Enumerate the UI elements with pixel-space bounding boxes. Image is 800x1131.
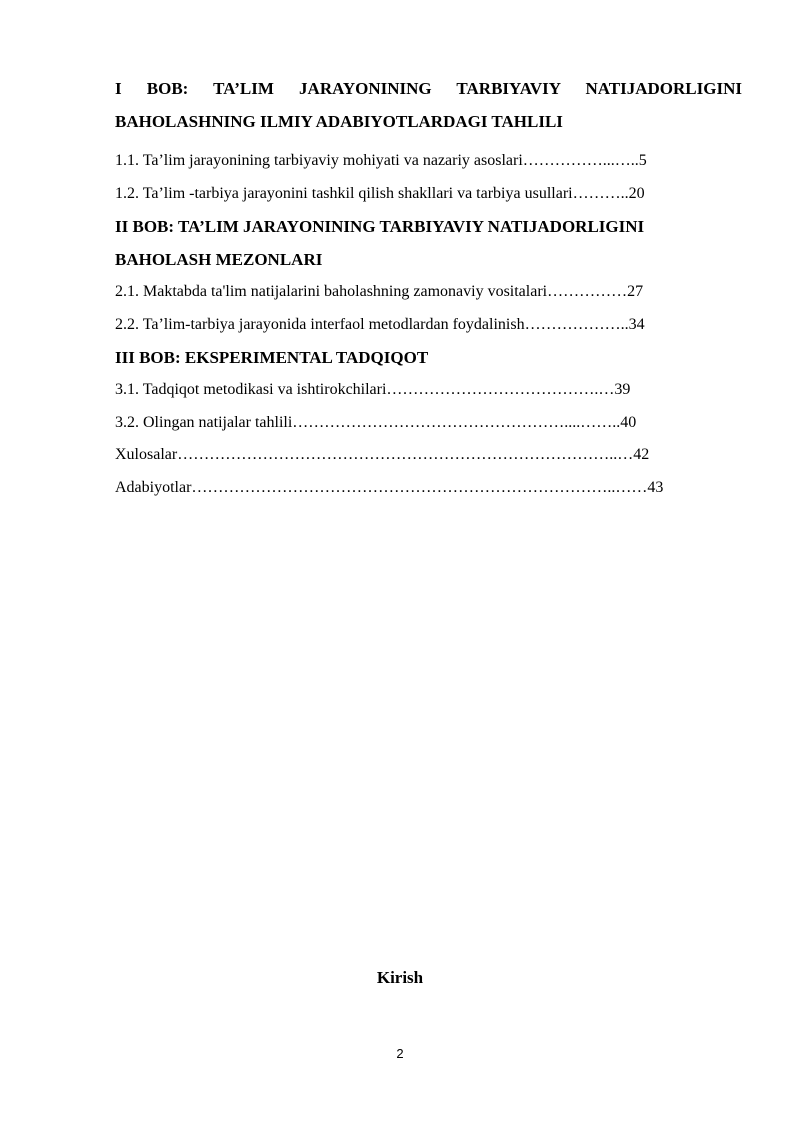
- toc-entry-3-2: 3.2. Olingan natijalar tahlili……………………………………………....……..40: [115, 413, 637, 431]
- chapter-2-heading-line-1: II BOB: TA’LIM JARAYONINING TARBIYAVIY NATIJADORLIGINI: [115, 217, 645, 236]
- chapter-1-heading-line-1: I BOB: TA’LIM JARAYONINING TARBIYAVIY NATIJADORLIGINI: [115, 79, 742, 98]
- chapter-2-heading-line-2: BAHOLASH MEZONLARI: [115, 250, 323, 269]
- chapter-2-heading: [115, 210, 742, 276]
- toc-entry-1-1: 1.1. Ta’lim jarayonining tarbiyaviy mohiyati va nazariy asoslari……………...…..5: [115, 152, 647, 169]
- intro-heading: Kirish: [376, 968, 424, 987]
- chapter-1-heading: [115, 72, 742, 138]
- toc-entry-3-1: 3.1. Tadqiqot metodikasi va ishtirokchilari………………………………….…39: [115, 381, 631, 398]
- table-of-contents: [115, 72, 742, 504]
- toc-entry-2-2: 2.2. Ta’lim-tarbiya jarayonida interfaol metodlardan foydalinish………………..34: [115, 315, 645, 333]
- toc-entry-2-1: 2.1. Maktabda ta'lim natijalarini baholashning zamonaviy vositalari……………27: [115, 283, 644, 300]
- toc-entry-conclusion: Xulosalar………………………………………………………………………..…42: [115, 446, 650, 463]
- toc-entry-1-2: 1.2. Ta’lim -tarbiya jarayonini tashkil qilish shakllari va tarbiya usullari………..20: [115, 184, 645, 202]
- chapter-3-heading: [115, 341, 742, 374]
- chapter-1-heading-line-2: BAHOLASHNING ILMIY ADABIYOTLARDAGI TAHLILI: [115, 112, 563, 131]
- toc-entry-references: Adabiyotlar……………………………………………………………………..……43: [115, 478, 664, 496]
- chapter-3-heading-line-1: III BOB: EKSPERIMENTAL TADQIQOT: [115, 348, 429, 367]
- page-number: 2: [396, 1046, 404, 1061]
